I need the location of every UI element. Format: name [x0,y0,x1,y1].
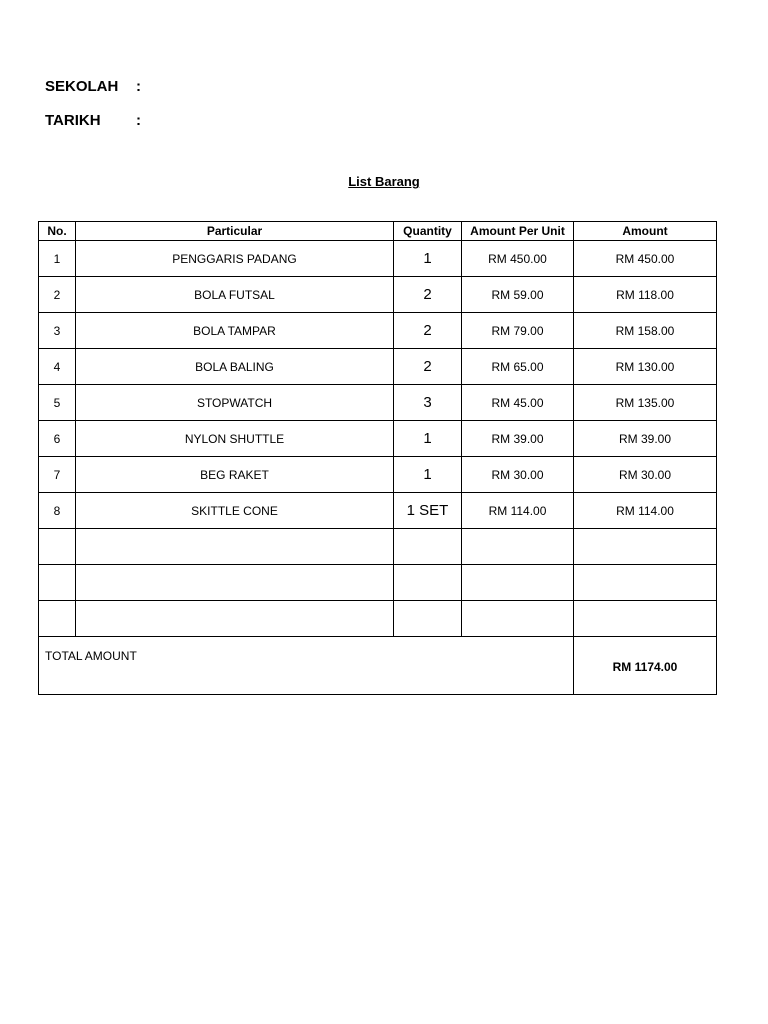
cell-no: 2 [39,277,76,313]
tarikh-value: : [136,112,141,129]
cell-no [39,565,76,601]
cell-particular: PENGGARIS PADANG [76,241,394,277]
cell-quantity: 3 [394,385,462,421]
table-header-row [39,222,717,241]
cell-particular: SKITTLE CONE [76,493,394,529]
column-header-quantity: Quantity [394,222,462,241]
table-row [39,601,717,637]
cell-amount-per-unit: RM 79.00 [462,313,574,349]
cell-quantity [394,529,462,565]
cell-amount: RM 158.00 [574,313,717,349]
cell-amount [574,565,717,601]
column-header-particular: Particular [76,222,394,241]
cell-particular: STOPWATCH [76,385,394,421]
cell-quantity: 1 SET [394,493,462,529]
cell-no: 3 [39,313,76,349]
total-row [39,637,717,695]
sekolah-label: SEKOLAH [45,78,119,95]
cell-no: 5 [39,385,76,421]
sekolah-row [45,78,141,95]
column-header-amount-per-unit: Amount Per Unit [462,222,574,241]
cell-quantity: 1 [394,421,462,457]
cell-particular: BOLA FUTSAL [76,277,394,313]
sekolah-value: : [136,78,141,95]
cell-quantity: 2 [394,349,462,385]
items-table [38,221,717,695]
tarikh-row [45,112,141,129]
cell-quantity: 1 [394,241,462,277]
cell-particular: BEG RAKET [76,457,394,493]
table-row [39,241,717,277]
cell-amount: RM 135.00 [574,385,717,421]
cell-quantity: 2 [394,277,462,313]
cell-no: 4 [39,349,76,385]
cell-particular [76,601,394,637]
cell-amount-per-unit: RM 59.00 [462,277,574,313]
table-row [39,349,717,385]
cell-amount: RM 450.00 [574,241,717,277]
table-row [39,421,717,457]
table-row [39,565,717,601]
cell-particular: NYLON SHUTTLE [76,421,394,457]
cell-no [39,529,76,565]
cell-quantity: 2 [394,313,462,349]
table-row [39,277,717,313]
table-row [39,313,717,349]
column-header-no: No. [39,222,76,241]
page-title: List Barang [348,174,420,189]
total-value: RM 1174.00 [574,637,717,695]
cell-no: 7 [39,457,76,493]
cell-amount [574,601,717,637]
cell-no: 8 [39,493,76,529]
cell-amount-per-unit [462,565,574,601]
table-row [39,493,717,529]
cell-amount: RM 118.00 [574,277,717,313]
total-label: TOTAL AMOUNT [39,637,574,695]
cell-particular [76,565,394,601]
column-header-amount: Amount [574,222,717,241]
cell-amount-per-unit [462,601,574,637]
cell-amount: RM 114.00 [574,493,717,529]
table-row [39,529,717,565]
cell-amount [574,529,717,565]
cell-particular [76,529,394,565]
cell-no [39,601,76,637]
cell-particular: BOLA BALING [76,349,394,385]
cell-no: 6 [39,421,76,457]
cell-amount-per-unit: RM 65.00 [462,349,574,385]
table-body [39,241,717,637]
cell-amount-per-unit: RM 45.00 [462,385,574,421]
cell-amount-per-unit: RM 30.00 [462,457,574,493]
cell-particular: BOLA TAMPAR [76,313,394,349]
cell-amount: RM 39.00 [574,421,717,457]
cell-amount: RM 30.00 [574,457,717,493]
cell-quantity: 1 [394,457,462,493]
cell-amount-per-unit: RM 450.00 [462,241,574,277]
table-row [39,457,717,493]
cell-amount-per-unit: RM 114.00 [462,493,574,529]
cell-quantity [394,601,462,637]
table-row [39,385,717,421]
cell-quantity [394,565,462,601]
cell-amount-per-unit: RM 39.00 [462,421,574,457]
cell-amount-per-unit [462,529,574,565]
cell-no: 1 [39,241,76,277]
tarikh-label: TARIKH [45,112,101,129]
cell-amount: RM 130.00 [574,349,717,385]
